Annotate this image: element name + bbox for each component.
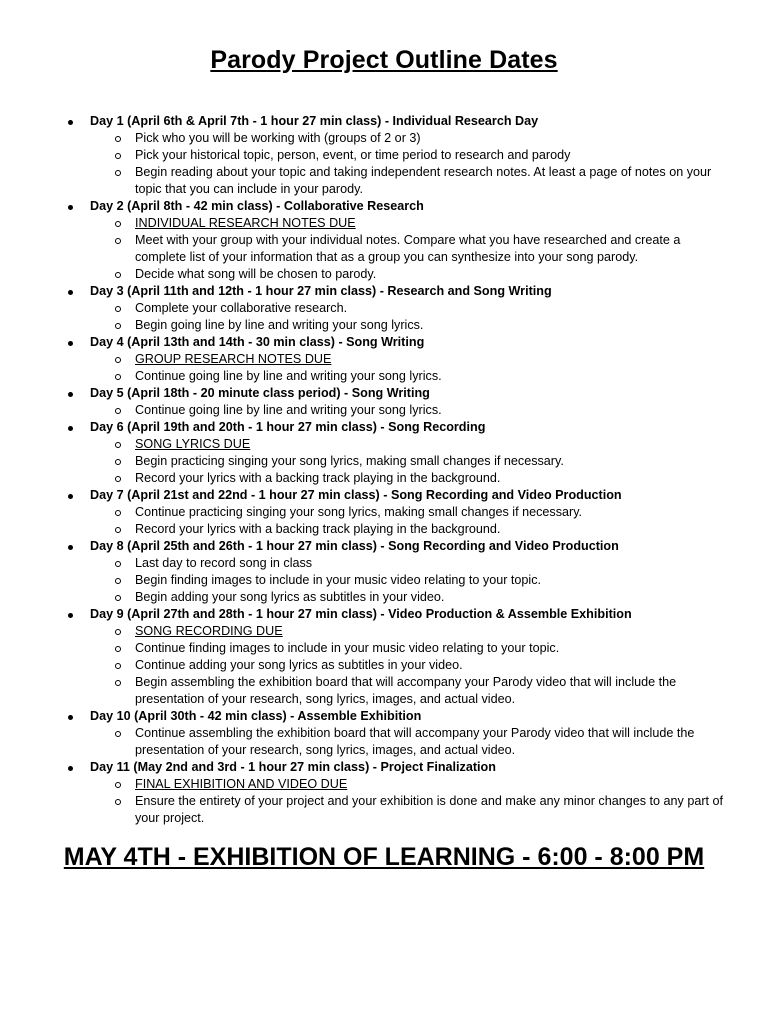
task-text: Begin going line by line and writing your song lyrics. — [135, 318, 424, 332]
task-item — [0, 147, 768, 164]
task-item — [0, 725, 768, 759]
day-section — [0, 606, 768, 708]
circle-bullet-icon — [115, 170, 121, 176]
bullet-icon — [68, 120, 73, 125]
bullet-icon — [68, 715, 73, 720]
day-heading-text: Day 11 (May 2nd and 3rd - 1 hour 27 min class) - Project Finalization — [90, 760, 496, 774]
task-text: Ensure the entirety of your project and your exhibition is done and make any minor changes to any part of your project. — [135, 794, 724, 825]
task-text: Begin adding your song lyrics as subtitles in your video. — [135, 590, 445, 604]
due-item — [0, 436, 768, 453]
task-item — [0, 640, 768, 657]
day-section — [0, 113, 768, 198]
bullet-icon — [68, 426, 73, 431]
day-heading-text: Day 2 (April 8th - 42 min class) - Collaborative Research — [90, 199, 424, 213]
day-heading — [0, 385, 768, 402]
circle-bullet-icon — [115, 578, 121, 584]
circle-bullet-icon — [115, 646, 121, 652]
task-item — [0, 657, 768, 674]
circle-bullet-icon — [115, 357, 121, 363]
task-text: Complete your collaborative research. — [135, 301, 348, 315]
day-heading-text: Day 3 (April 11th and 12th - 1 hour 27 min class) - Research and Song Writing — [90, 284, 552, 298]
task-item — [0, 232, 768, 266]
task-text: Pick your historical topic, person, event, or time period to research and parody — [135, 148, 571, 162]
page-title: Parody Project Outline Dates — [210, 46, 558, 74]
day-heading-text: Day 5 (April 18th - 20 minute class period) - Song Writing — [90, 386, 430, 400]
circle-bullet-icon — [115, 306, 121, 312]
task-item — [0, 793, 768, 827]
circle-bullet-icon — [115, 731, 121, 737]
circle-bullet-icon — [115, 799, 121, 805]
circle-bullet-icon — [115, 459, 121, 465]
day-heading-text: Day 4 (April 13th and 14th - 30 min class) - Song Writing — [90, 335, 425, 349]
day-heading-text: Day 6 (April 19th and 20th - 1 hour 27 min class) - Song Recording — [90, 420, 486, 434]
circle-bullet-icon — [115, 527, 121, 533]
task-text: Continue adding your song lyrics as subtitles in your video. — [135, 658, 463, 672]
bullet-icon — [68, 290, 73, 295]
circle-bullet-icon — [115, 408, 121, 414]
task-text: SONG RECORDING DUE — [135, 624, 283, 638]
due-item — [0, 623, 768, 640]
task-text: FINAL EXHIBITION AND VIDEO DUE — [135, 777, 348, 791]
day-section — [0, 538, 768, 606]
circle-bullet-icon — [115, 629, 121, 635]
day-heading — [0, 759, 768, 776]
day-heading — [0, 283, 768, 300]
task-item — [0, 368, 768, 385]
circle-bullet-icon — [115, 561, 121, 567]
task-item — [0, 317, 768, 334]
circle-bullet-icon — [115, 680, 121, 686]
task-item — [0, 572, 768, 589]
task-text: Decide what song will be chosen to parody. — [135, 267, 377, 281]
task-item — [0, 164, 768, 198]
task-item — [0, 555, 768, 572]
bullet-icon — [68, 341, 73, 346]
circle-bullet-icon — [115, 374, 121, 380]
task-text: Pick who you will be working with (groups of 2 or 3) — [135, 131, 421, 145]
task-text: Continue finding images to include in your music video relating to your topic. — [135, 641, 560, 655]
day-section — [0, 385, 768, 419]
day-heading-text: Day 9 (April 27th and 28th - 1 hour 27 min class) - Video Production & Assemble Exhibition — [90, 607, 632, 621]
day-heading — [0, 198, 768, 215]
task-text: INDIVIDUAL RESEARCH NOTES DUE — [135, 216, 356, 230]
circle-bullet-icon — [115, 272, 121, 278]
day-heading — [0, 487, 768, 504]
task-text: GROUP RESEARCH NOTES DUE — [135, 352, 332, 366]
day-heading-text: Day 10 (April 30th - 42 min class) - Assemble Exhibition — [90, 709, 422, 723]
bullet-icon — [68, 494, 73, 499]
day-heading-text: Day 7 (April 21st and 22nd - 1 hour 27 min class) - Song Recording and Video Production — [90, 488, 622, 502]
task-item — [0, 521, 768, 538]
circle-bullet-icon — [115, 595, 121, 601]
day-heading — [0, 538, 768, 555]
circle-bullet-icon — [115, 136, 121, 142]
day-section — [0, 708, 768, 759]
day-section — [0, 283, 768, 334]
circle-bullet-icon — [115, 221, 121, 227]
day-heading — [0, 606, 768, 623]
day-section — [0, 198, 768, 283]
exhibition-heading: MAY 4TH - EXHIBITION OF LEARNING - 6:00 - 8:00 PM — [63, 843, 705, 871]
task-item — [0, 674, 768, 708]
task-item — [0, 453, 768, 470]
circle-bullet-icon — [115, 442, 121, 448]
day-heading — [0, 113, 768, 130]
task-text: Continue going line by line and writing your song lyrics. — [135, 403, 442, 417]
task-text: Record your lyrics with a backing track playing in the background. — [135, 471, 501, 485]
task-text: Last day to record song in class — [135, 556, 313, 570]
task-item — [0, 470, 768, 487]
bullet-icon — [68, 392, 73, 397]
task-item — [0, 266, 768, 283]
day-heading-text: Day 1 (April 6th & April 7th - 1 hour 27 min class) - Individual Research Day — [90, 114, 539, 128]
day-section — [0, 487, 768, 538]
bullet-icon — [68, 766, 73, 771]
task-text: Begin reading about your topic and taking independent research notes. At least a page of notes on your topic that you can include in your parody. — [135, 165, 712, 196]
bullet-icon — [68, 205, 73, 210]
task-text: SONG LYRICS DUE — [135, 437, 251, 451]
circle-bullet-icon — [115, 663, 121, 669]
circle-bullet-icon — [115, 153, 121, 159]
bullet-icon — [68, 613, 73, 618]
task-text: Begin practicing singing your song lyrics, making small changes if necessary. — [135, 454, 564, 468]
day-heading-text: Day 8 (April 25th and 26th - 1 hour 27 min class) - Song Recording and Video Production — [90, 539, 619, 553]
circle-bullet-icon — [115, 323, 121, 329]
task-text: Begin assembling the exhibition board that will accompany your Parody video that will include the presentation of your research, song lyrics, images, and actual video. — [135, 675, 677, 706]
day-heading — [0, 419, 768, 436]
task-text: Meet with your group with your individual notes. Compare what you have researched and create a complete list of your information that as a group you can synthesize into your song parody. — [135, 233, 681, 264]
task-item — [0, 130, 768, 147]
task-text: Continue practicing singing your song lyrics, making small changes if necessary. — [135, 505, 583, 519]
due-item — [0, 215, 768, 232]
day-heading — [0, 708, 768, 725]
task-text: Record your lyrics with a backing track playing in the background. — [135, 522, 501, 536]
circle-bullet-icon — [115, 238, 121, 244]
bullet-icon — [68, 545, 73, 550]
task-text: Continue going line by line and writing your song lyrics. — [135, 369, 442, 383]
due-item — [0, 776, 768, 793]
circle-bullet-icon — [115, 782, 121, 788]
task-text: Begin finding images to include in your music video relating to your topic. — [135, 573, 542, 587]
task-item — [0, 504, 768, 521]
day-section — [0, 334, 768, 385]
day-heading — [0, 334, 768, 351]
circle-bullet-icon — [115, 476, 121, 482]
circle-bullet-icon — [115, 510, 121, 516]
day-list — [0, 113, 768, 827]
due-item — [0, 351, 768, 368]
task-item — [0, 589, 768, 606]
day-section — [0, 419, 768, 487]
day-section — [0, 759, 768, 827]
task-item — [0, 402, 768, 419]
task-item — [0, 300, 768, 317]
task-text: Continue assembling the exhibition board that will accompany your Parody video that will include the presentation of your research, song lyrics, images, and actual video. — [135, 726, 695, 757]
